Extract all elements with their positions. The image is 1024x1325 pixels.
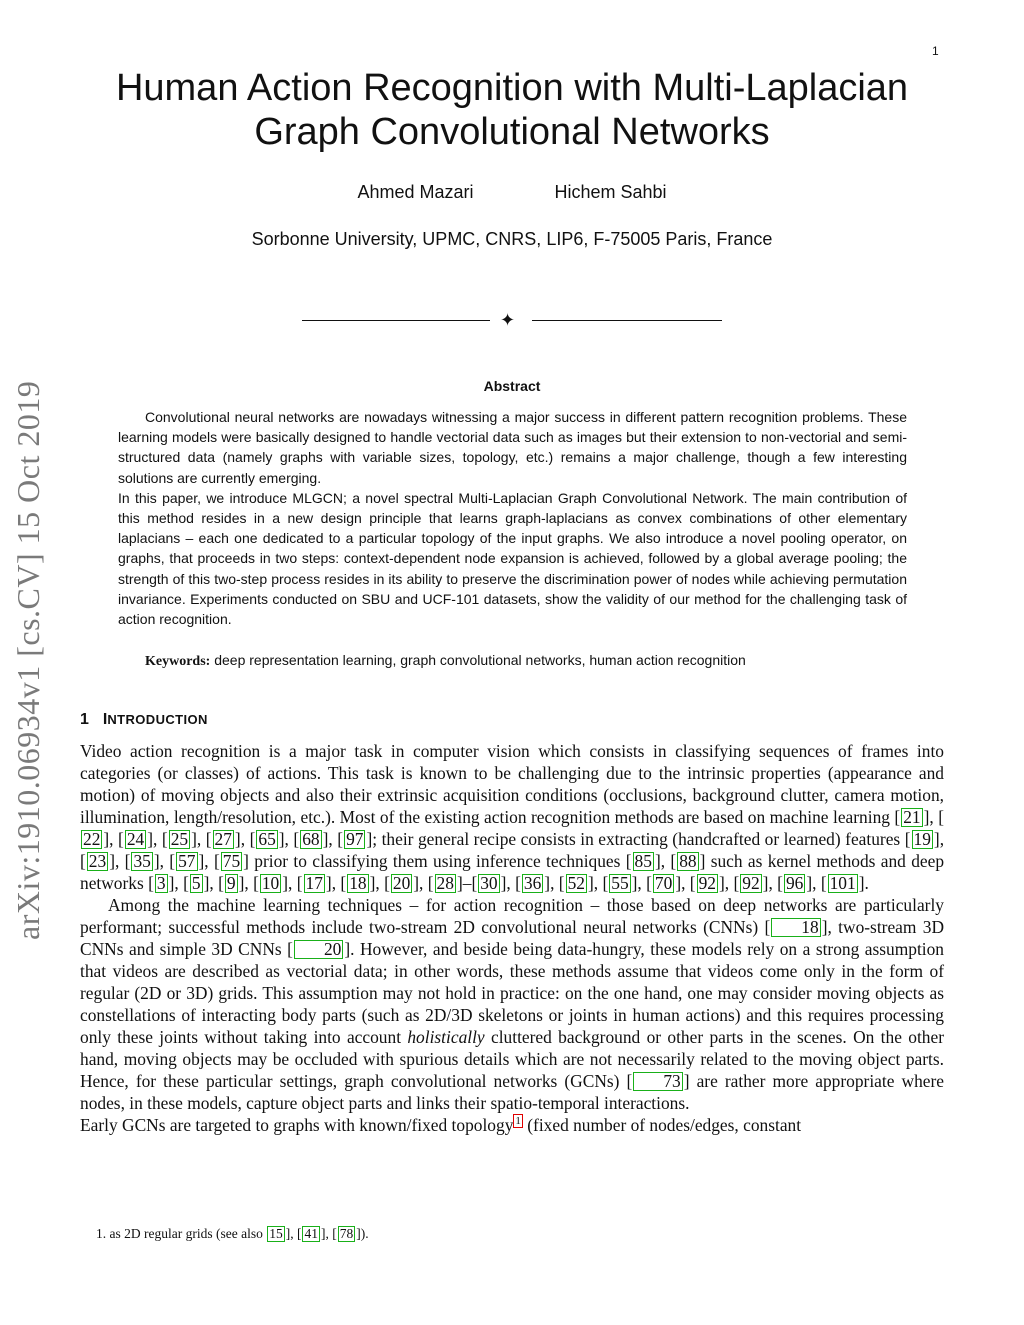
citation-link[interactable]: 101 xyxy=(829,873,856,893)
citation-link[interactable]: 41 xyxy=(304,1226,318,1241)
keywords xyxy=(145,650,925,672)
section-heading xyxy=(80,711,208,729)
citation-link[interactable]: 30 xyxy=(480,873,498,893)
body-paragraph: Among the machine learning techniques – for action recognition – those based on deep networks are particularly performant; successful methods include two-stream 2D convolutional neural networks (CNNs) [ 18 ], two-stream 3D CNNs and simple 3D CNNs [ 20 ]. However, and beside being data-hungry, these models rely on a strong assumption that videos are described as vectorial data; in other words, these methods assume that videos come only in the form of regular (2D or 3D) grids. This assumption may not hold in practice: on the one hand, one may consider moving objects as constellations of interacting body parts (such as 2D/3D skeletons or joints in human actions) and this requires processing only these joints without taking into account holistically cluttered background or other parts in the scenes. On the other hand, moving objects may be occluded with spurious details which are not necessarily related to the moving object parts. Hence, for these particular settings, graph convolutional networks (GCNs) [ 73 ] are rather more appropriate where nodes, in these models, capture object parts and links their spatio-temporal interactions. xyxy=(80,895,945,1113)
section-number: 1 xyxy=(80,711,89,728)
citation-group: [ 85 ], [ 88 ] xyxy=(625,851,706,871)
author-list xyxy=(0,182,1024,203)
citation-link[interactable]: 5 xyxy=(191,873,201,893)
footnote-text: 1. as 2D regular grids (see also xyxy=(96,1226,267,1241)
body-text-run: . xyxy=(864,873,869,893)
range-dash: – xyxy=(462,873,472,893)
citation-link[interactable]: 97 xyxy=(346,829,364,849)
citation-link[interactable]: 52 xyxy=(567,873,585,893)
author-name: Ahmed Mazari xyxy=(357,182,474,202)
citation-link[interactable]: 78 xyxy=(339,1226,354,1241)
citation-link[interactable]: 35 xyxy=(133,851,151,871)
citation-group: [ 3 ], [ 5 ], [ 9 ], [ 10 ], [ 17 ], [ 18 ], [ 20 ], [ 28 ]–[ 30 ], [ 36 ], [ 52 ], [ 55 ], [ 70 ], [ 92 ], [ 92 ], [ 96 ], [ 101 ] xyxy=(148,873,865,893)
body-text-run: are rather more appropriate where nodes, in these models, capture object parts and links their spatio-temporal interactions. xyxy=(80,1071,944,1113)
citation-link[interactable]: 73 xyxy=(633,1072,682,1091)
citation-link[interactable]: 20 xyxy=(392,873,411,893)
divider-line-left xyxy=(302,320,490,321)
citation-group: [ 19 ], [ 23 ], [ 35 ], [ 57 ], [ 75 ] xyxy=(80,829,945,871)
title-line-1: Human Action Recognition with Multi-Laplacian xyxy=(115,67,909,109)
author-name: Hichem Sahbi xyxy=(554,182,667,202)
abstract-body xyxy=(118,407,907,629)
body-text-run: Video action recognition is a major task in computer vision which consists in classifying sequences of frames into categories (or classes) of actions. This task is known to be challenging due to the intrinsic properties (appearance and motion) of moving objects and also their extrinsic acquisition conditions (occlusions, background clutter, camera motion, illumination, length/resolution, etc.). Most of the existing action recognition methods are based on machine learning xyxy=(80,741,944,827)
abstract-heading: Abstract xyxy=(483,378,541,394)
citation-group: [ 21 ], [22 ], [ 24 ], [ 25 ], [ 27 ], [ 65 ], [ 68 ], [ 97 ] xyxy=(83,807,944,849)
introduction-body xyxy=(80,740,944,1136)
abstract-paragraph: Convolutional neural networks are nowadays witnessing a major success in different pattern recognition problems. These learning models were basically designed to handle vectorial data such as images but their extension to non-vectorial and semi-structured data (namely graphs with variable sizes, topology, etc.) remains a major challenge, though a few interesting solutions are currently emerging. xyxy=(118,409,907,486)
footnote-end: ). xyxy=(360,1226,369,1241)
footnote: 1. as 2D regular grids (see also 15 ], [ 41 ], [ 78 ]). xyxy=(96,1226,369,1241)
citation-link[interactable]: 20 xyxy=(294,940,343,959)
citation-link[interactable]: 19 xyxy=(913,829,931,849)
citation-link[interactable]: 23 xyxy=(88,851,107,871)
arxiv-stamp[interactable]: arXiv:1910.06934v1 [cs.CV] 15 Oct 2019 xyxy=(10,380,46,940)
citation-link[interactable]: 3 xyxy=(156,873,166,893)
citation-link[interactable]: 18 xyxy=(349,873,367,893)
keywords-text: deep representation learning, graph convolutional networks, human action recognition xyxy=(214,652,746,668)
citation-link[interactable]: 70 xyxy=(654,873,673,893)
footnote-marker-link[interactable]: 1 xyxy=(515,1115,521,1128)
body-paragraph xyxy=(80,1114,944,1136)
citation-link[interactable]: 28 xyxy=(436,873,454,893)
diamond-ornament-icon: ✦ xyxy=(500,310,516,330)
citation-link[interactable]: 18 xyxy=(771,918,820,937)
section-title-initial: I xyxy=(102,711,108,728)
citation-link[interactable]: 21 xyxy=(903,807,921,827)
body-text-run: Among the machine learning techniques – for action recognition – those based on deep networks are particularly performant; successful methods include two-stream 2D convolutional neural networks (CNNs) xyxy=(80,895,944,937)
citation-link[interactable]: 17 xyxy=(305,873,323,893)
citation-link[interactable]: 68 xyxy=(302,829,320,849)
body-text-run: ; their general recipe consists in extracting (handcrafted or learned) features xyxy=(372,829,905,849)
body-text-run: cluttered background or other parts in the scenes. On the other hand, moving objects may be occluded with spurious details which are not necessarily related to the moving object parts. Hence, for these particular settings, graph convolutional networks (GCNs) xyxy=(80,1027,944,1091)
citation-link[interactable]: 57 xyxy=(178,851,196,871)
keywords-label: Keywords: xyxy=(145,654,211,669)
citation-link[interactable]: 9 xyxy=(226,873,236,893)
citation-link[interactable]: 55 xyxy=(611,873,629,893)
citation-link[interactable]: 15 xyxy=(269,1226,283,1241)
paper-title xyxy=(60,66,964,154)
citation-link[interactable]: 36 xyxy=(523,873,542,893)
body-text-run: such as kernel methods and deep networks xyxy=(80,851,945,893)
citation-link[interactable]: 27 xyxy=(214,829,232,849)
citation-link[interactable]: 22 xyxy=(83,829,101,849)
citation-link[interactable]: 10 xyxy=(261,873,280,893)
affiliation: Sorbonne University, UPMC, CNRS, LIP6, F-75005 Paris, France xyxy=(251,229,773,249)
body-text-run: (fixed number of nodes/edges, constant xyxy=(522,1115,802,1135)
citation-link[interactable]: 85 xyxy=(634,851,652,871)
body-text-run: Early GCNs are targeted to graphs with known/fixed topology xyxy=(80,1115,514,1135)
citation-link[interactable]: 75 xyxy=(222,851,241,871)
citation-link[interactable]: 88 xyxy=(679,851,697,871)
body-text-run: prior to classifying them using inference techniques xyxy=(248,851,626,871)
title-divider xyxy=(302,311,722,331)
citation-link[interactable]: 25 xyxy=(170,829,189,849)
citation-link[interactable]: 92 xyxy=(742,873,760,893)
divider-line-right xyxy=(532,320,722,321)
citation-link[interactable]: 24 xyxy=(126,829,145,849)
title-line-2: Graph Convolutional Networks xyxy=(254,111,770,153)
emphasis-text: holistically xyxy=(407,1027,485,1047)
section-title-rest: NTRODUCTION xyxy=(107,712,208,727)
page-number: 1 xyxy=(932,44,939,58)
abstract-paragraph: In this paper, we introduce MLGCN; a novel spectral Multi-Laplacian Graph Convolutional Network. The main contribution of this method resides in a new design principle that learns graph-laplacians as convex combinations of other elementary laplacians – each one dedicated to a particular topology of the input graphs. We also introduce a novel pooling operator, on graphs, that proceeds in two steps: context-dependent node expansion is achieved, followed by a global average pooling; the strength of this two-step process resides in its ability to preserve the discrimination power of nodes while achieving permutation invariance. Experiments conducted on SBU and UCF-101 datasets, show the validity of our method for the challenging task of action recognition. xyxy=(118,489,907,628)
body-text-run: . However, and beside being data-hungry, these models rely on a strong assumption that videos are described as vectorial data; in other words, these methods assume that videos come only in the form of regular (2D or 3D) grids. This assumption may not hold in practice: on the one hand, one may consider moving objects as constellations of interacting body parts (such as 2D/3D skeletons or joints in human actions) and this requires processing only these joints without taking into account xyxy=(80,939,945,1047)
citation-link[interactable]: 65 xyxy=(258,829,276,849)
citation-link[interactable]: 92 xyxy=(698,873,716,893)
citation-link[interactable]: 96 xyxy=(785,873,804,893)
body-text-run: , two-stream 3D CNNs and simple 3D CNNs xyxy=(80,917,945,959)
body-paragraph xyxy=(80,740,944,894)
